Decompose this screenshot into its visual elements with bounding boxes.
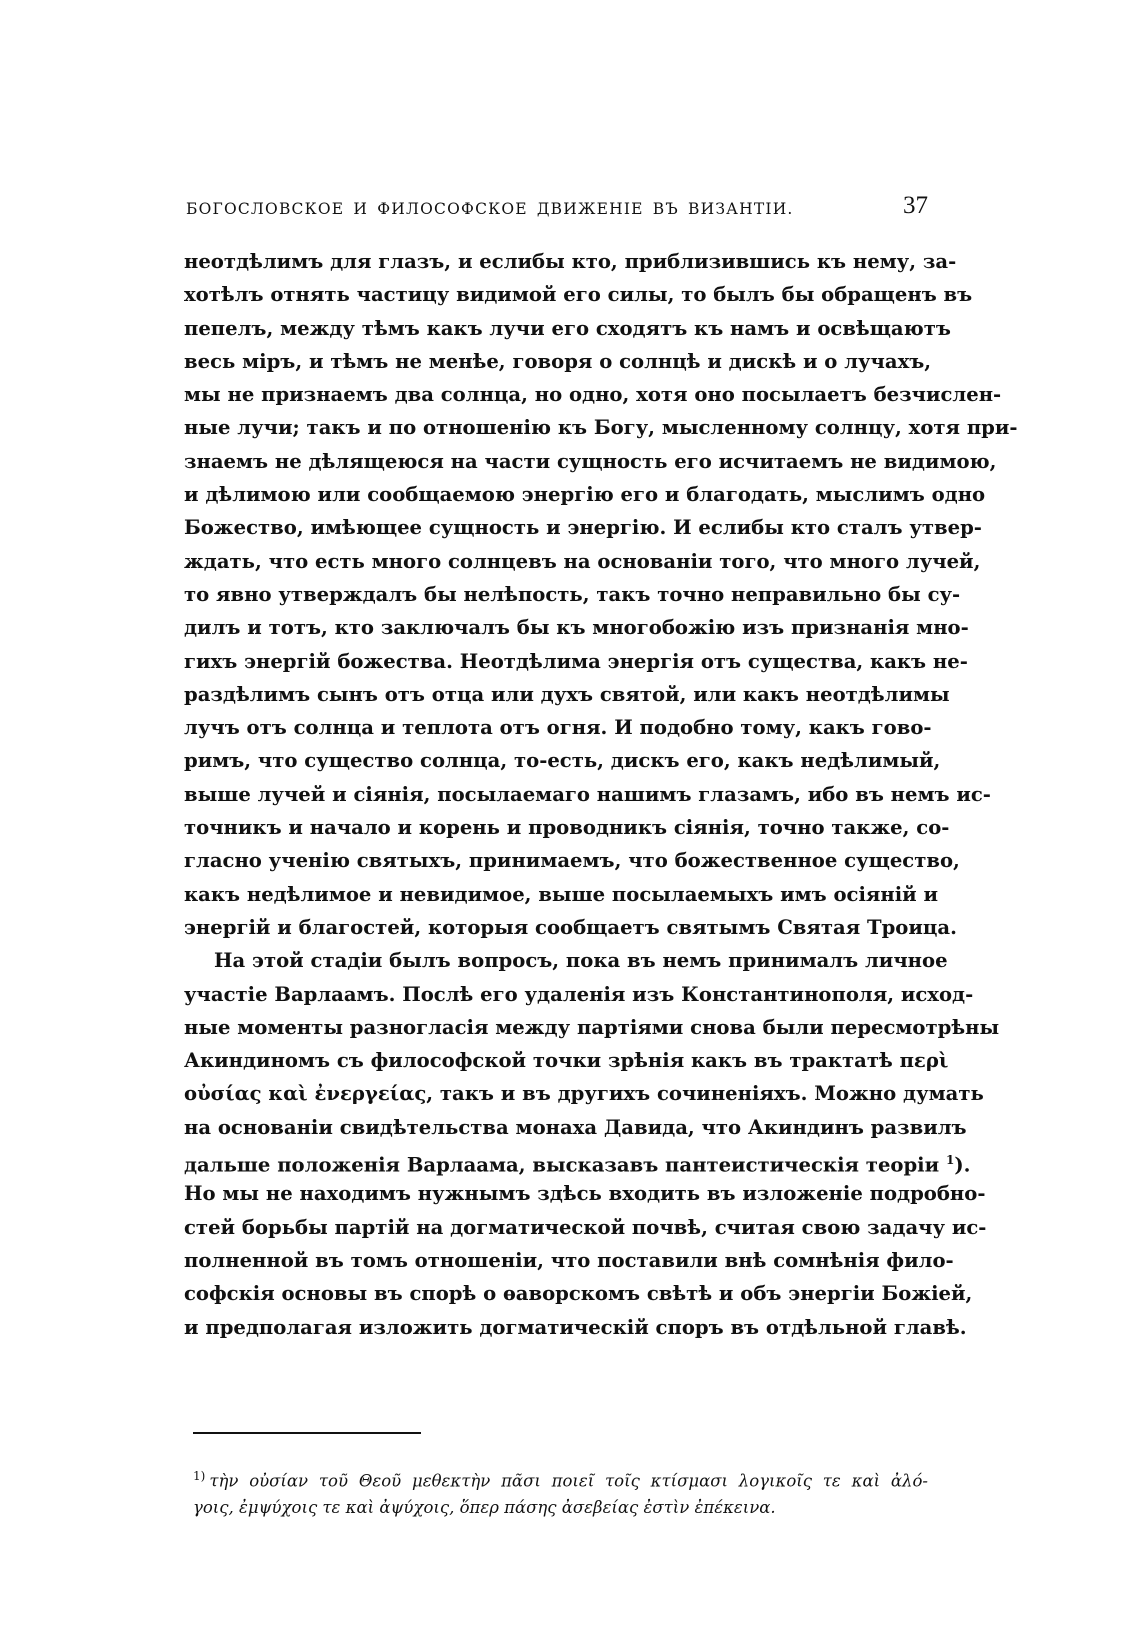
text-line: полненной въ томъ отношеніи, что поставили внѣ сомнѣнія фило- <box>184 1248 954 1272</box>
text-line: дальше положенія Варлаама, высказавъ пантеистическія теоріи <box>184 1153 940 1177</box>
text-line: и дѣлимою или сообщаемою энергію его и благодать, мыслимъ одно <box>184 483 986 507</box>
text-line: какъ недѣлимое и невидимое, выше посылаемыхъ имъ осіяній и <box>184 882 939 906</box>
running-head <box>186 192 928 226</box>
text-line: гласно ученію святыхъ, принимаемъ, что божественное существо, <box>184 849 960 873</box>
footnote-reference-tail: ). <box>954 1153 971 1177</box>
text-line: ные моменты разногласія между партіями снова были пересмотрѣны <box>184 1015 1000 1039</box>
text-line: участіе Варлаамъ. Послѣ его удаленія изъ Константинополя, исход- <box>184 982 974 1006</box>
text-line: то явно утверждалъ бы нелѣпость, такъ точно неправильно бы су- <box>184 582 961 606</box>
text-line: мы не признаемъ два солнца, но одно, хотя оно посылаетъ безчислен- <box>184 383 1002 407</box>
text-line-with-note <box>184 1144 971 1177</box>
footnote-reference[interactable]: 1 <box>946 1153 955 1168</box>
text-line: знаемъ не дѣлящеюся на части сущность его исчитаемъ не видимою, <box>184 449 997 473</box>
running-title: БОГОСЛОВСКОЕ И ФИЛОСОФСКОЕ ДВИЖЕНІЕ ВЪ ВИЗАНТІИ. <box>186 200 794 218</box>
footnotes <box>193 1461 928 1523</box>
text-line: стей борьбы партій на догматической почвѣ, считая свою задачу ис- <box>184 1215 987 1239</box>
text-line: гихъ энергій божества. Неотдѣлима энергія отъ существа, какъ не- <box>184 649 968 673</box>
text-line: софскія основы въ спорѣ о ѳаворскомъ свѣтѣ и объ энергіи Божіей, <box>184 1282 973 1306</box>
text-line: на основаніи свидѣтельства монаха Давида, что Акиндинъ развилъ <box>184 1115 967 1139</box>
text-line: и предполагая изложить догматическій споръ въ отдѣльной главѣ. <box>184 1315 967 1339</box>
page-number: 37 <box>903 192 928 219</box>
text-line: На этой стадіи былъ вопросъ, пока въ немъ принималъ личное <box>214 949 948 973</box>
text-line: ные лучи; такъ и по отношенію къ Богу, мысленному солнцу, хотя при- <box>184 416 1018 440</box>
text-line: раздѣлимъ сынъ отъ отца или духъ святой, или какъ неотдѣлимы <box>184 682 950 706</box>
text-line: энергій и благостей, которыя сообщаетъ святымъ Святая Троица. <box>184 915 957 939</box>
text-line: лучъ отъ солнца и теплота отъ огня. И подобно тому, какъ гово- <box>184 716 932 740</box>
text-line: ждать, что есть много солнцевъ на основаніи того, что много лучей, <box>184 549 981 573</box>
footnote-line <box>193 1461 928 1492</box>
text-line: римъ, что существо солнца, то-есть, дискъ его, какъ недѣлимый, <box>184 749 941 773</box>
text-line: Акиндиномъ съ философской точки зрѣнія какъ въ трактатѣ περὶ <box>184 1049 949 1073</box>
footnote-line: γοις, ἐμψύχοις τε καὶ ἀψύχοις, ὅπερ πάσης ἀσεβείας ἐστὶν ἐπέκεινα. <box>193 1498 776 1517</box>
text-line: весь міръ, и тѣмъ не менѣе, говоря о солнцѣ и дискѣ и о лучахъ, <box>184 349 932 373</box>
text-line: выше лучей и сіянія, посылаемаго нашимъ глазамъ, ибо въ немъ ис- <box>184 782 991 806</box>
text-line: неотдѣлимъ для глазъ, и еслибы кто, приблизившись къ нему, за- <box>184 250 957 273</box>
text-line: точникъ и начало и корень и проводникъ сіянія, точно также, со- <box>184 816 950 840</box>
main-text <box>184 245 1018 1344</box>
footnote-text: τὴν οὐσίαν τοῦ Θεοῦ μεθεκτὴν πᾶσι ποιεῖ τοῖς κτίσμασι λογικοῖς τε καὶ ἀλό- <box>209 1471 928 1491</box>
text-line: дилъ и тотъ, кто заключалъ бы къ многобожію изъ признанія мно- <box>184 616 969 640</box>
text-line: Божество, имѣющее сущность и энергію. И еслибы кто сталъ утвер- <box>184 516 982 540</box>
footnote-mark: 1) <box>193 1469 206 1483</box>
footnote-divider <box>193 1432 421 1434</box>
text-line: οὐσίας καὶ ἐνεργείας, такъ и въ другихъ сочиненіяхъ. Можно думать <box>184 1082 984 1106</box>
text-line: Но мы не находимъ нужнымъ здѣсь входить въ изложеніе подробно- <box>184 1182 986 1206</box>
text-line: хотѣлъ отнять частицу видимой его силы, то былъ бы обращенъ въ <box>184 283 973 307</box>
text-line: пепелъ, между тѣмъ какъ лучи его сходятъ къ намъ и освѣщаютъ <box>184 316 951 340</box>
